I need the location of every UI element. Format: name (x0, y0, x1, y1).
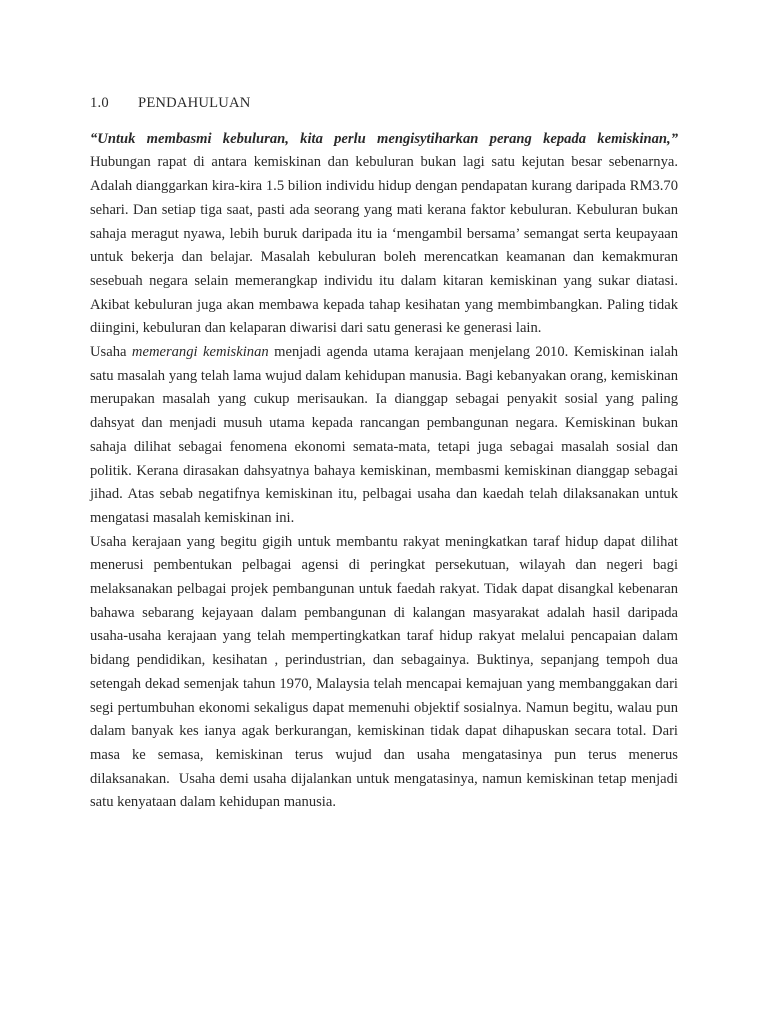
paragraph-government-efforts (90, 531, 678, 815)
section-heading (90, 92, 678, 116)
paragraph-government-efforts-text: Usaha kerajaan yang begitu gigih untuk membantu rakyat meningkatkan taraf hidup dapat dilihat menerusi pembentukan pelbagai agensi di peringkat persekutuan, wilayah dan negeri bagi melaksanakan pelbagai projek pembangunan untuk faedah rakyat. Tidak dapat disangkal kebenaran bahawa sebarang kejayaan dalam pembangunan di kalangan masyarakat adalah hasil daripada usaha-usaha kerajaan yang telah mempertingkatkan taraf hidup rakyat melalui pencapaian dalam bidang pendidikan, kesihatan , perindustrian, dan sebagainya. Buktinya, sepanjang tempoh dua setengah dekad semenjak tahun 1970, Malaysia telah mencapai kemajuan yang membanggakan dari segi pertumbuhan ekonomi sekaligus dapat memenuhi objektif sosialnya. Namun begitu, walau pun dalam banyak kes ianya agak berkurangan, kemiskinan tidak dapat dihapuskan secara total. Dari masa ke semasa, kemiskinan terus wujud dan usaha mengatasinya pun terus menerus dilaksanakan. Usaha demi usaha dijalankan untuk mengatasinya, namun kemiskinan tetap menjadi satu kenyataan dalam kehidupan manusia. (90, 533, 678, 811)
paragraph-intro-text: Hubungan rapat di antara kemiskinan dan kebuluran bukan lagi satu kejutan besar sebenarnya. Adalah dianggarkan kira-kira 1.5 bilion individu hidup dengan pendapatan kurang daripada RM3.70 sehari. Dan setiap tiga saat, pasti ada seorang yang mati kerana faktor kebuluran. Kebuluran bukan sahaja meragut nyawa, lebih buruk daripada itu ia ‘mengambil bersama’ semangat serta keupayaan untuk bekerja dan belajar. Masalah kebuluran boleh merencatkan keamanan dan kemakmuran sesebuah negara selain memerangkap individu itu dalam kitaran kemiskinan yang sukar diatasi. Akibat kebuluran juga akan membawa kepada tahap kesihatan yang membimbangkan. Paling tidak diingini, kebuluran dan kelaparan diwarisi dari satu generasi ke generasi lain. (90, 154, 678, 337)
section-number: 1.0 (90, 95, 109, 111)
opening-quote: “Untuk membasmi kebuluran, kita perlu mengisytiharkan perang kepada kemiskinan,” (90, 130, 678, 147)
emphasized-phrase: memerangi kemiskinan (131, 344, 269, 361)
paragraph-lead-word: Usaha (90, 344, 127, 361)
document-body (90, 92, 678, 815)
section-title: PENDAHULUAN (138, 95, 251, 111)
paragraph-poverty-agenda-text: menjadi agenda utama kerajaan menjelang 2010. Kemiskinan ialah satu masalah yang telah lama wujud dalam kehidupan manusia. Bagi kebanyakan orang, kemiskinan merupakan masalah yang cukup merisaukan. Ia dianggap sebagai penyakit sosial yang paling dahsyat dan menjadi musuh utama kepada rancangan pembangunan negara. Kemiskinan bukan sahaja dilihat sebagai fenomena ekonomi semata-mata, tetapi juga sebagai masalah sosial dan politik. Kerana dirasakan dahsyatnya bahaya kemiskinan, membasmi kemiskinan dianggap sebagai jihad. Atas sebab negatifnya kemiskinan itu, pelbagai usaha dan kaedah telah dilaksanakan untuk mengatasi masalah kemiskinan ini. (90, 344, 679, 526)
paragraph-intro (90, 128, 678, 341)
paragraph-poverty-agenda (90, 341, 678, 531)
